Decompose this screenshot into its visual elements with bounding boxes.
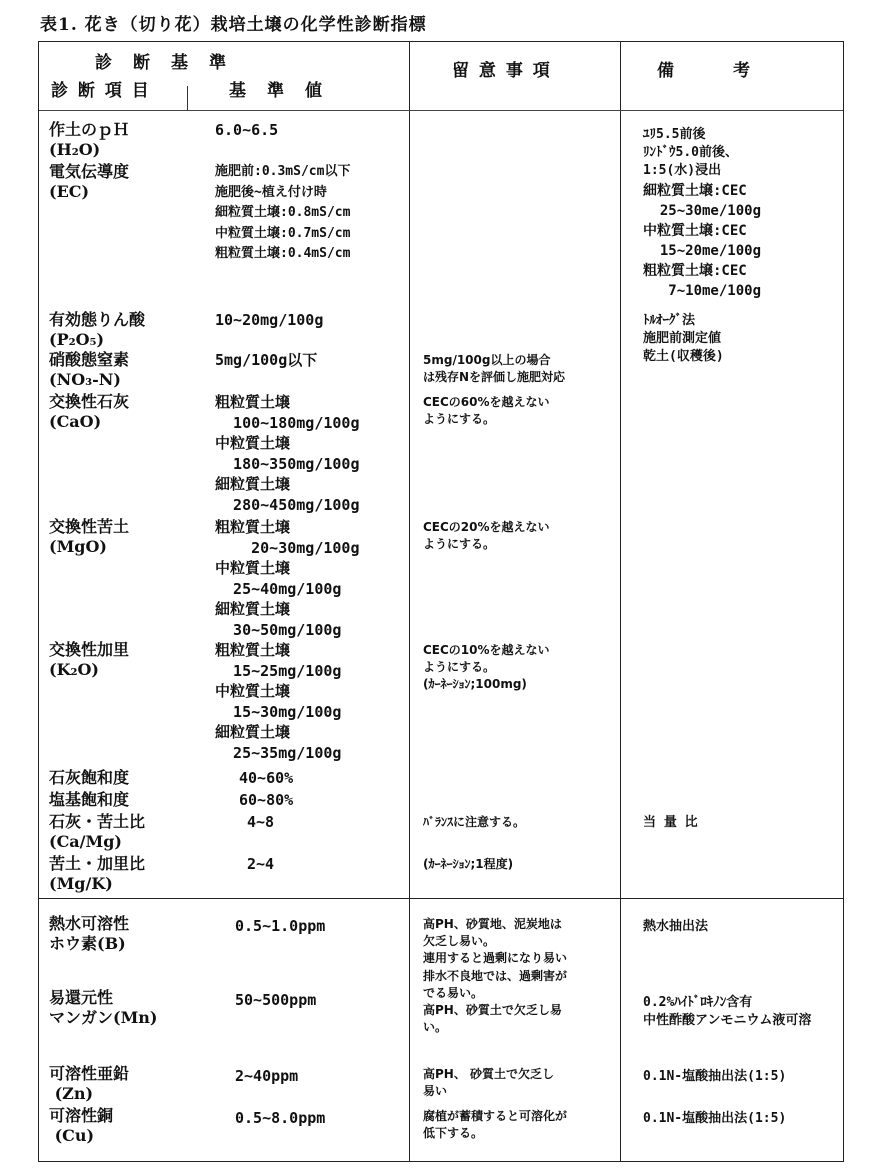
column-divider [620, 42, 621, 1161]
diagnosis-table [38, 41, 844, 1162]
note-lime: CECの60%を越えない ようにする。 [423, 395, 550, 426]
note-potash: CECの10%を越えない ようにする。 (ｶｰﾈｰｼｮﾝ;100mg) [423, 643, 550, 691]
std-nitrate: 5mg/100g以下 [215, 351, 318, 369]
note-copper: 腐植が蓄積すると可溶化が 低下する。 [423, 1109, 568, 1140]
item-boron: 熱水可溶性 ホウ素(B) [49, 914, 130, 953]
remark-ph: ﾕﾘ5.5前後 ﾘﾝﾄﾞｳ5.0前後、 1:5(水)浸出 [643, 127, 738, 178]
header-value: 基 準 値 [229, 81, 324, 101]
std-lime: 粗粒質土壌 100~180mg/100g 中粒質土壌 180~350mg/100g 細粒質土壌 280~450mg/100g [215, 393, 360, 514]
std-magnesia: 粗粒質土壌 20~30mg/100g 中粒質土壌 25~40mg/100g 細粒質土壌 30~50mg/100g [215, 518, 360, 639]
remark-boron: 熱水抽出法 [643, 919, 709, 934]
header-notes: 留 意 事 項 [452, 61, 552, 81]
std-ca-mg-ratio: 4~8 [247, 813, 275, 831]
item-lime-saturation: 石灰飽和度 [49, 768, 130, 787]
item-ca-mg-ratio: 石灰・苦土比 (Ca/Mg) [49, 812, 146, 851]
note-magnesia: CECの20%を越えない ようにする。 [423, 520, 550, 551]
std-phosphate: 10~20mg/100g [215, 311, 324, 329]
section-divider [39, 898, 843, 899]
note-zinc: 高PH、 砂質土で欠乏し 易い [423, 1067, 555, 1098]
header-diagnosis-standard: 診 断 基 準 [95, 53, 228, 73]
std-potash: 粗粒質土壌 15~25mg/100g 中粒質土壌 15~30mg/100g 細粒質土壌 25~35mg/100g [215, 641, 342, 762]
note-nitrate: 5mg/100g以上の場合 は残存Nを評価し施肥対応 [423, 353, 566, 384]
std-manganese: 50~500ppm [235, 991, 317, 1009]
item-copper: 可溶性銅 (Cu) [49, 1106, 114, 1145]
std-ec: 施肥前:0.3mS/cm以下 施肥後~植え付け時 細粒質土壌:0.8mS/cm 中粒質土壌:0.7mS/cm 粗粒質土壌:0.4mS/cm [215, 164, 351, 261]
item-ph: 作土のｐＨ (H₂O) [49, 120, 130, 159]
header-item: 診 断 項 目 [51, 81, 151, 101]
std-ph: 6.0~6.5 [215, 121, 279, 139]
remark-ec: 細粒質土壌:CEC 25~30me/100g 中粒質土壌:CEC 15~20me/100g 粗粒質土壌:CEC 7~10me/100g [643, 183, 762, 299]
std-boron: 0.5~1.0ppm [235, 917, 326, 935]
item-base-saturation: 塩基飽和度 [49, 790, 130, 809]
item-potash: 交換性加里 (K₂O) [49, 640, 130, 679]
note-boron: 高PH、砂質地、泥炭地は 欠乏し易い。 連用すると過剰になり易い [423, 917, 568, 965]
item-mg-k-ratio: 苦土・加里比 (Mg/K) [49, 854, 146, 893]
remark-nitrate: 乾土(収穫後) [643, 349, 724, 364]
remark-manganese: 0.2%ﾊｲﾄﾞﾛｷﾉﾝ含有 中性酢酸アンモニウム液可溶 [643, 995, 812, 1028]
note-manganese: 排水不良地では、過剰害が でる易い。 高PH、砂質土で欠乏し易 い。 [423, 969, 568, 1034]
item-lime: 交換性石灰 (CaO) [49, 392, 130, 431]
item-manganese: 易還元性 マンガン(Mn) [49, 988, 158, 1027]
remark-copper: 0.1N-塩酸抽出法(1:5) [643, 1111, 787, 1126]
item-zinc: 可溶性亜鉛 (Zn) [49, 1064, 130, 1103]
std-lime-saturation: 40~60% [239, 769, 294, 787]
item-nitrate: 硝酸態窒素 (NO₃-N) [49, 350, 130, 389]
column-divider [409, 42, 410, 1161]
remark-zinc: 0.1N-塩酸抽出法(1:5) [643, 1069, 787, 1084]
std-zinc: 2~40ppm [235, 1067, 299, 1085]
note-ca-mg-ratio: ﾊﾞﾗﾝｽに注意する。 [423, 815, 526, 829]
std-base-saturation: 60~80% [239, 791, 294, 809]
item-phosphate: 有効態りん酸 (P₂O₅) [49, 310, 146, 349]
header-remarks: 備 考 [657, 61, 752, 81]
header-divider [39, 110, 843, 111]
header-subdivider [187, 86, 188, 110]
remark-phosphate: ﾄﾙｵｰｸﾞ法 施肥前測定値 [643, 313, 722, 346]
table-title: 表1. 花き（切り花）栽培土壌の化学性診断指標 [40, 15, 427, 35]
item-ec: 電気伝導度 (EC) [49, 162, 130, 201]
note-mg-k-ratio: (ｶｰﾈｰｼｮﾝ;1程度) [423, 857, 514, 871]
item-magnesia: 交換性苦土 (MgO) [49, 517, 130, 556]
std-mg-k-ratio: 2~4 [247, 855, 275, 873]
remark-ca-mg-ratio: 当 量 比 [643, 815, 698, 830]
std-copper: 0.5~8.0ppm [235, 1109, 326, 1127]
